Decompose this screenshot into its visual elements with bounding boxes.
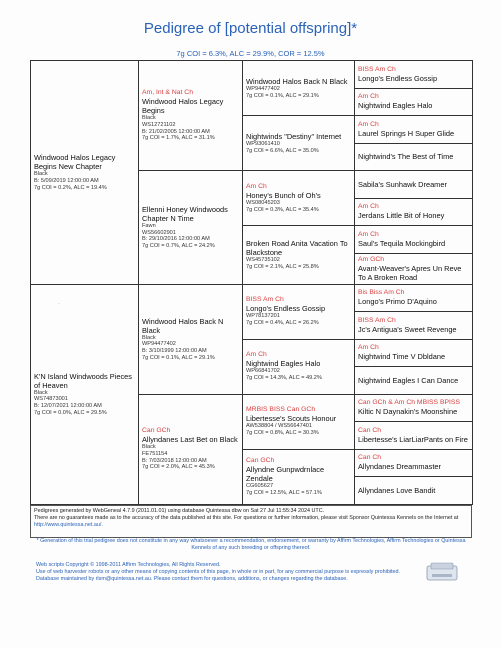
- dog-coi: 7g COI = 0.1%, ALC = 29.1%: [142, 354, 215, 361]
- dog-coi: 7g COI = 0.1%, ALC = 29.1%: [246, 92, 319, 99]
- dog-name[interactable]: Nightwind Time V Dbldane: [358, 352, 446, 362]
- gen1-cell: [31, 61, 139, 285]
- dog-name[interactable]: Nightwinds "Destiny" Internet: [246, 131, 342, 141]
- dog-reg: WS08045203: [246, 199, 280, 206]
- dog-titles: Am Ch: [358, 120, 379, 128]
- gen3-cell: [243, 449, 355, 504]
- dog-name[interactable]: Longo's Primo D'Aquino: [358, 297, 437, 307]
- gen2-cell: [139, 284, 243, 394]
- dog-reg: WP94477402: [142, 341, 176, 348]
- dog-coi: 7g COI = 12.5%, ALC = 57.1%: [246, 489, 322, 496]
- dog-coi: 7g COI = 0.7%, ALC = 24.2%: [142, 242, 215, 249]
- dog-name[interactable]: Jc's Antigua's Sweet Revenge: [358, 324, 457, 334]
- dog-titles: MRBIS BISS Can GCh: [246, 406, 316, 414]
- dog-name[interactable]: Allyndanes Last Bet on Black: [142, 435, 238, 445]
- dog-name[interactable]: Windwood Halos Back N Black: [142, 316, 224, 335]
- dog-titles: Can Ch: [358, 454, 382, 462]
- dog-titles: BISS Am Ch: [358, 316, 396, 324]
- harvest-notice: Use of web harvester robots or any other means of copying contents of this page, in whole or in part, for any commercial purpose is expressly prohibited.: [36, 569, 401, 575]
- dog-titles: Am Ch: [246, 351, 267, 359]
- gen3-cell: [243, 339, 355, 394]
- dog-titles: BISS Am Ch: [358, 65, 396, 73]
- gen4-cell: [355, 226, 473, 254]
- dog-titles: Can GCh & Am Ch MBISS BPISS: [358, 399, 460, 407]
- dog-reg: WS12721102: [142, 121, 176, 128]
- dog-born: B: 12/07/2021 12:00:00 AM: [34, 403, 102, 409]
- gen4-cell: [355, 61, 473, 89]
- dog-name[interactable]: Broken Road Anita Vacation To Blackstone: [246, 239, 348, 258]
- dog-name[interactable]: Allyndanes Dreammaster: [358, 462, 441, 472]
- dog-titles: Am Ch: [358, 344, 379, 352]
- gen3-cell: [243, 116, 355, 171]
- gen4-cell: [355, 367, 473, 395]
- maintainer-line[interactable]: Database maintained by rlsm@quintessa.net.au. Please contact them for questions, additions, or changes regarding the database.: [36, 576, 348, 582]
- gen4-cell: [355, 449, 473, 477]
- dog-color: Black: [142, 334, 156, 341]
- copyright-block: [36, 562, 416, 583]
- dog-titles: Am Ch: [358, 230, 379, 238]
- dog-reg: WS74873001: [34, 396, 68, 403]
- dog-titles: Am, Int & Nat Ch: [142, 89, 193, 97]
- gen3-cell: [243, 61, 355, 116]
- gen2-cell: [139, 61, 243, 171]
- dog-reg: WP78137201: [246, 313, 280, 320]
- gen4-cell: [355, 143, 473, 171]
- dog-coi: 7g COI = 6.6%, ALC = 35.0%: [246, 147, 319, 154]
- dog-reg: FE751154: [142, 450, 168, 457]
- pedigree-table: [30, 60, 473, 505]
- dog-name[interactable]: Allyndne Gunpwdrnlace Zendale: [246, 464, 325, 483]
- gen2-cell: [139, 394, 243, 504]
- dog-coi: 7g COI = 14.3%, ALC = 49.2%: [246, 375, 322, 381]
- affirm-logo-icon: [423, 560, 463, 586]
- dog-titles: Can GCh: [142, 427, 171, 435]
- dog-coi: 7g COI = 1.7%, ALC = 31.1%: [142, 135, 215, 142]
- dog-titles: Am Ch: [358, 93, 379, 101]
- dog-color: Black: [142, 444, 156, 451]
- dog-name[interactable]: Saul's Tequila Mockingbird: [358, 238, 446, 248]
- dog-coi: 7g COI = 2.0%, ALC = 45.3%: [142, 464, 215, 471]
- gen3-cell: [243, 226, 355, 285]
- dog-name[interactable]: Libertesse's Scouts Honour: [246, 414, 337, 424]
- gen4-cell: [355, 171, 473, 199]
- dog-reg: CG605627: [246, 482, 274, 489]
- gen4-cell: [355, 284, 473, 312]
- dog-titles: Am Ch: [246, 182, 267, 190]
- gen4-cell: [355, 422, 473, 450]
- dog-name[interactable]: Libertesse's LiarLiarPants on Fire: [358, 434, 468, 444]
- dog-titles: BISS Am Ch: [246, 296, 284, 304]
- dog-color: Fawn: [142, 223, 156, 230]
- coi-summary: 7g COI = 6.3%, ALC = 29.9%, COR = 12.5%: [176, 49, 325, 58]
- gen4-cell: [355, 477, 473, 505]
- dog-reg: WP66841702: [246, 368, 280, 375]
- dog-name[interactable]: Nightwind Eagles Halo: [246, 359, 321, 369]
- dog-name[interactable]: Kiltic N Daynakin's Moonshine: [358, 407, 458, 417]
- dog-titles: Am GCh: [358, 255, 385, 263]
- dog-name[interactable]: Windwood Halos Legacy Begins: [142, 97, 224, 116]
- dog-born: B: 29/10/2016 12:00:00 AM: [142, 236, 210, 243]
- dog-name[interactable]: Nightwind's The Best of Time: [358, 152, 454, 162]
- dog-born: B: 7/03/2018 12:00:00 AM: [142, 457, 207, 464]
- gen3-cell: [243, 284, 355, 339]
- copyright-line: Web scripts Copyright © 1998-2011 Affirm Technologies, All Rights Reserved.: [36, 562, 221, 568]
- dog-name[interactable]: Windwood Halos Back N Black: [246, 76, 348, 86]
- dog-coi: 7g COI = 0.2%, ALC = 19.4%: [34, 184, 107, 191]
- dog-name[interactable]: Nightwind Eagles I Can Dance: [358, 375, 459, 385]
- dog-reg: WP93061410: [246, 140, 280, 147]
- dog-titles: Am Ch: [358, 203, 379, 211]
- pedigree-row: [31, 284, 473, 312]
- page-title: Pedigree of [potential offspring]*: [143, 20, 358, 37]
- gen4-cell: [355, 339, 473, 367]
- dog-name[interactable]: Windwood Halos Legacy Begins New Chapter: [34, 153, 116, 172]
- footer-line2: There are no guarantees made as to the accuracy of the data published at this site. For questions or further information, please visit Sponsor Quintessa Kennels on the Internet at: [34, 514, 459, 521]
- dog-reg: WS56602901: [142, 229, 176, 236]
- sponsor-link[interactable]: http://www.quintessa.net.au/.: [34, 521, 103, 528]
- dog-reg: WP94477402: [246, 85, 280, 92]
- dog-name[interactable]: Longo's Endless Gossip: [358, 73, 438, 83]
- dog-born: B: 5/09/2019 12:00:00 AM: [34, 177, 99, 184]
- dog-born: B: 21/02/2005 12:00:00 AM: [142, 128, 210, 135]
- generation-footer: [30, 505, 472, 538]
- dog-name[interactable]: Laurel Springs H Super Glide: [358, 128, 455, 138]
- dog-color: Black: [34, 171, 48, 178]
- gen4-cell: [355, 312, 473, 340]
- dog-coi: 7g COI = 2.1%, ALC = 25.8%: [246, 263, 319, 270]
- gen4-cell: [355, 394, 473, 422]
- dog-coi: 7g COI = 0.0%, ALC = 29.5%: [34, 409, 107, 416]
- dog-color: Black: [34, 389, 48, 396]
- footer-line1: Pedigrees generated by WebGeneal 4.7.9 (2011.01.01) using database Quintessa dbw on Sat 27 Jul 11:55:34 2024 UTC.: [34, 508, 325, 514]
- dog-titles: Can GCh: [246, 456, 275, 464]
- dog-reg: AW538804 / WS56647401: [246, 423, 313, 430]
- dog-name[interactable]: K'N Island Windwoods Pieces of Heaven: [34, 371, 132, 390]
- dog-name[interactable]: Nightwind Eagles Halo: [358, 101, 433, 111]
- gen4-cell: [355, 88, 473, 116]
- gen3-cell: [243, 171, 355, 226]
- dog-titles: Can Ch: [358, 426, 382, 434]
- pedigree-row: [31, 61, 473, 89]
- dog-name[interactable]: Honey's Bunch of Oh's: [246, 190, 321, 200]
- gen3-cell: [243, 394, 355, 449]
- dog-born: B: 3/10/1999 12:00:00 AM: [142, 348, 207, 354]
- dog-name[interactable]: Longo's Endless Gossip: [246, 304, 326, 314]
- gen4-cell: [355, 116, 473, 144]
- gen4-cell: [355, 198, 473, 226]
- dog-coi: 7g COI = 0.4%, ALC = 26.2%: [246, 320, 319, 326]
- dog-coi: 7g COI = 0.3%, ALC = 35.4%: [246, 206, 319, 213]
- dog-name[interactable]: Allyndanes Love Bandit: [358, 485, 436, 495]
- dog-name[interactable]: Sabila's Sunhawk Dreamer: [358, 179, 447, 189]
- dog-name[interactable]: Jerdans Little Bit of Honey: [358, 211, 445, 221]
- dog-reg: WS45735102: [246, 257, 280, 264]
- dog-color: Black: [142, 115, 156, 122]
- gen1-cell: [31, 284, 139, 504]
- dog-name[interactable]: Avant-Weaver's Apres Un Reve To A Broken Road: [358, 263, 462, 282]
- dog-titles: Bis Biss Am Ch: [358, 289, 405, 297]
- gen4-cell: [355, 253, 473, 284]
- gen2-cell: [139, 171, 243, 285]
- dog-name[interactable]: Ellenni Honey Windwoods Chapter N Time: [142, 205, 228, 224]
- dog-coi: 7g COI = 0.8%, ALC = 30.3%: [246, 430, 319, 436]
- stray-mark: ·: [58, 301, 60, 307]
- disclaimer: * Generation of this trial pedigree does not constitute in any way whatsoever a recommendation, endorsement, or warranty by Affirm Technologies, Affirm Technologies or Quintessa Kennels of any such breeding or offspring thereof.: [36, 538, 466, 551]
